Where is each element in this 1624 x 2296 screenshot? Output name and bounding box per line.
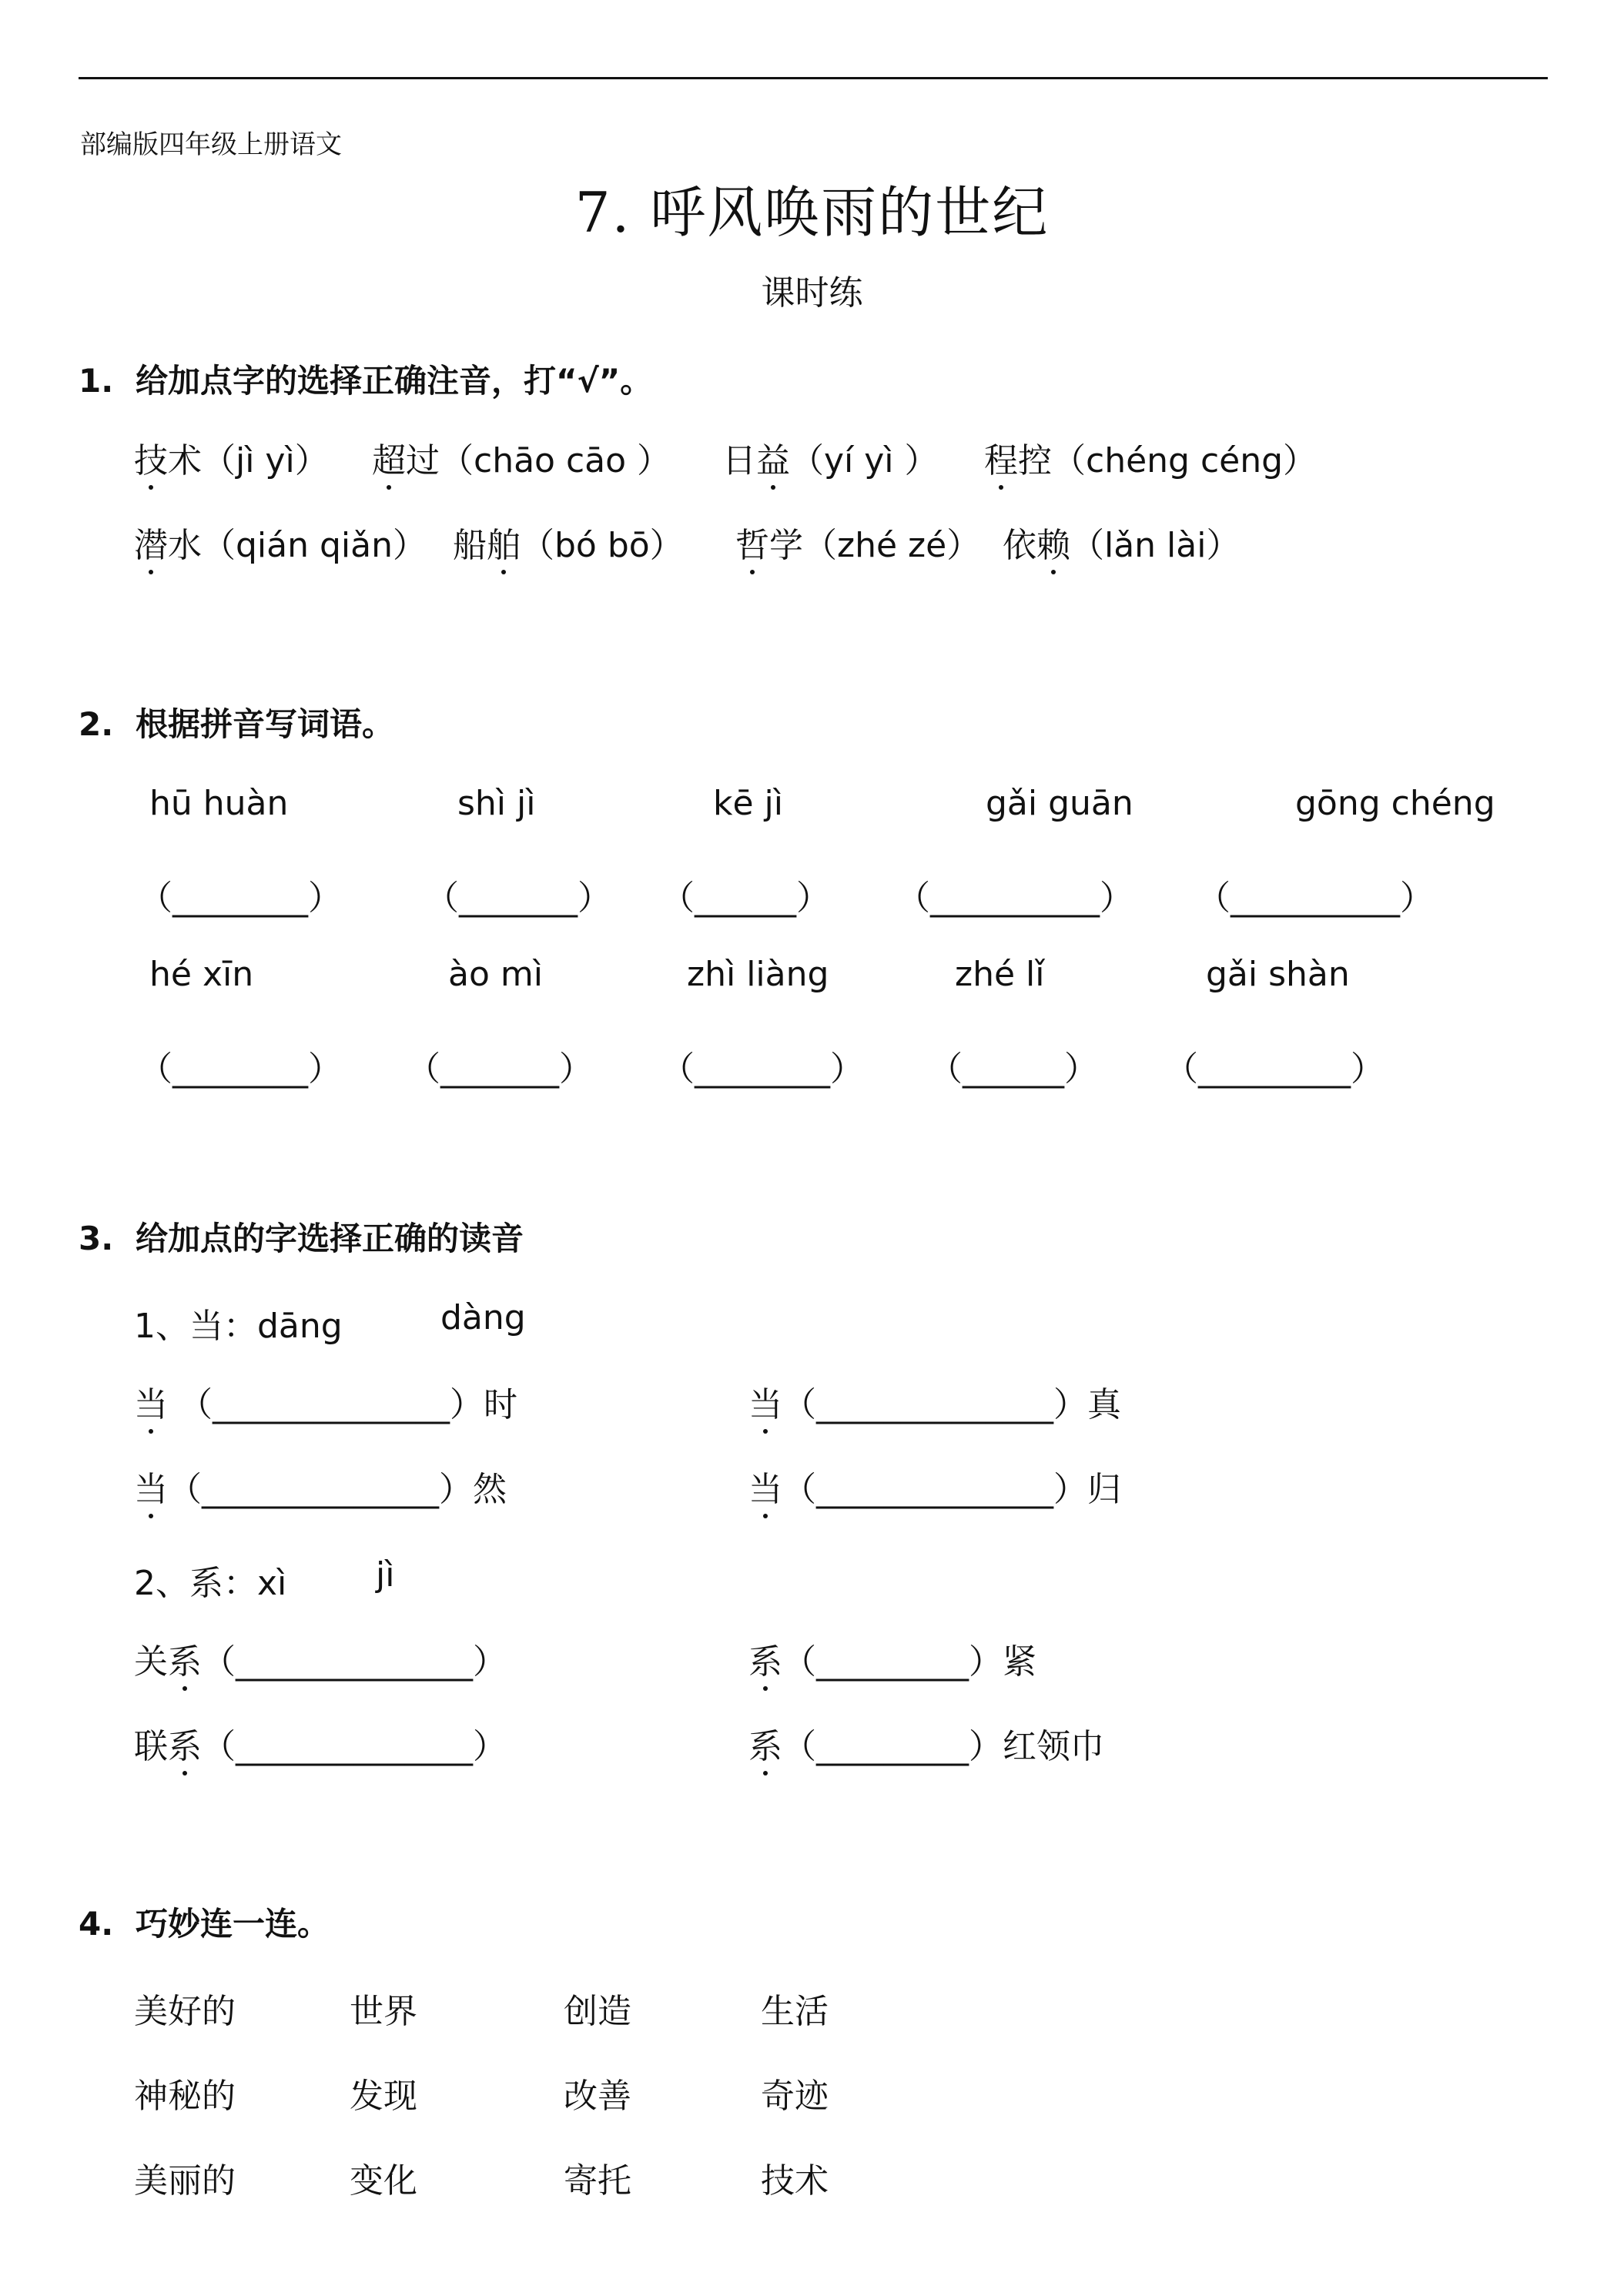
answer-blank[interactable]: （_______） [425,879,611,918]
answer-blank[interactable]: （______） [929,1049,1098,1089]
q1-number: 1. [79,362,114,400]
match-word[interactable]: 神秘的 [134,2077,236,2116]
top-rule [79,77,1548,79]
answer-blank[interactable]: （_________） [1164,1049,1385,1089]
answer-blank[interactable]: （_______） [407,1049,593,1089]
answer-blank[interactable]: （______） [661,879,830,918]
q1-item: 船舶（bó bō） [453,517,684,567]
reading-item: 当（______________）真 [748,1377,1121,1426]
page-subtitle: 课时练 [761,273,863,313]
match-word[interactable]: 创造 [564,1992,631,2031]
reading-item: 联系（______________） [134,1719,507,1768]
answer-blank[interactable]: （________） [139,879,342,918]
pinyin-prompt: gōng chéng [1295,784,1495,823]
q3-sub1-alt: dàng [440,1298,526,1337]
q1-item: 技术（jì yì） [134,433,329,482]
reading-item: 当 （______________）时 [134,1377,517,1426]
match-word[interactable]: 世界 [350,1992,417,2031]
q1-item: 依赖（lǎn lài） [1003,517,1240,567]
match-word[interactable]: 寄托 [564,2161,631,2201]
match-word[interactable]: 发现 [350,2077,417,2116]
answer-blank[interactable]: （________） [661,1049,864,1089]
q2-title: 根据拼音写词语。 [136,705,395,743]
q2-heading [79,699,394,745]
q3-sub2-label: 2、系：xì [134,1564,287,1603]
q4-heading [79,1899,330,1945]
reading-item: 系（_________）红领巾 [748,1719,1104,1768]
q2-number: 2. [79,705,114,743]
reading-item: 关系（______________） [134,1634,507,1683]
q1-item: 超过（chāo cāo ） [372,433,671,482]
q1-title: 给加点字的选择正确注音，打“√”。 [136,362,653,400]
q4-number: 4. [79,1905,114,1943]
pinyin-prompt: gǎi shàn [1206,955,1350,994]
q1-item: 哲学（zhé zé） [735,517,980,567]
pinyin-prompt: shì jì [457,784,536,823]
q1-heading [79,356,652,402]
page-title: 7. 呼风唤雨的世纪 [574,180,1050,245]
match-word[interactable]: 技术 [761,2161,829,2201]
match-word[interactable]: 美好的 [134,1992,236,2031]
q3-title: 给加点的字选择正确的读音 [136,1220,524,1257]
match-word[interactable]: 美丽的 [134,2161,236,2201]
subject-label: 部编版四年级上册语文 [80,129,342,160]
q3-sub1-label: 1、当：dāng [134,1307,343,1346]
pinyin-prompt: zhé lǐ [955,955,1045,994]
match-word[interactable]: 生活 [761,1992,829,2031]
reading-item: 当（______________）然 [134,1461,507,1511]
match-word[interactable]: 改善 [564,2077,631,2116]
answer-blank[interactable]: （________） [139,1049,342,1089]
answer-blank[interactable]: （__________） [896,879,1133,918]
pinyin-prompt: gǎi guān [986,784,1133,823]
answer-blank[interactable]: （__________） [1197,879,1434,918]
q1-item: 潜水（qián qiǎn） [134,517,427,567]
q4-title: 巧妙连一连。 [136,1905,330,1943]
q1-item: 程控（chéng céng） [984,433,1317,482]
reading-item: 系（_________）紧 [748,1634,1036,1683]
reading-item: 当（______________）归 [748,1461,1121,1511]
pinyin-prompt: ào mì [448,955,543,994]
pinyin-prompt: hé xīn [149,955,254,994]
q3-number: 3. [79,1220,114,1257]
match-word[interactable]: 奇迹 [761,2077,829,2116]
q3-sub2-alt: jì [376,1555,395,1595]
match-word[interactable]: 变化 [350,2161,417,2201]
q1-item: 日益（yí yì ） [722,433,939,482]
q3-heading [79,1213,524,1260]
pinyin-prompt: hū huàn [149,784,289,823]
pinyin-prompt: kē jì [713,784,783,823]
pinyin-prompt: zhì liàng [687,955,829,994]
